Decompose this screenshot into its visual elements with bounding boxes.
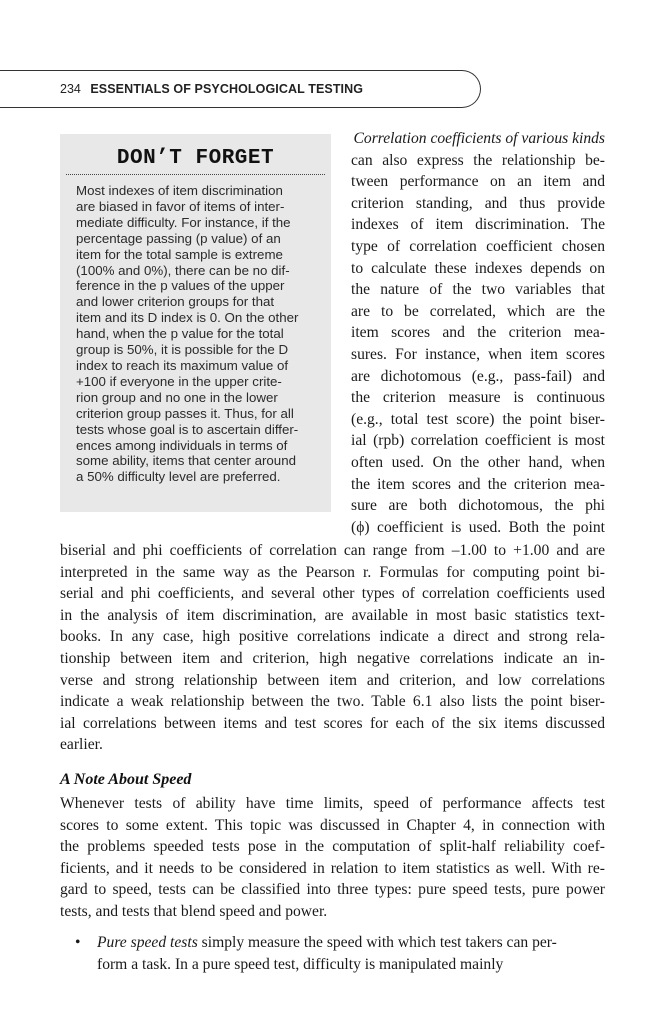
- book-title: ESSENTIALS OF PSYCHOLOGICAL TESTING: [90, 82, 364, 96]
- body-line: earlier.: [60, 736, 103, 754]
- sidebar-line: item and its D index is 0. On the other: [76, 310, 299, 326]
- bullet-line: form a task. In a pure speed test, difficulty is manipulated mainly: [97, 955, 504, 973]
- body-line: item scores and the criterion mea-: [351, 324, 605, 342]
- body-line: indicate a weak relationship between the two. Table 6.1 also lists the point biser-: [60, 693, 605, 711]
- sidebar-line: percentage passing (p value) of an: [76, 230, 281, 246]
- body-line: are to be correlated, which are the: [351, 302, 605, 320]
- sidebar-line: some ability, items that center around: [76, 453, 296, 469]
- body-line: sures. For instance, when item scores: [351, 345, 605, 363]
- body-line: ial (rpb) correlation coefficient is most: [351, 432, 605, 450]
- body-line: are dichotomous (e.g., pass-fail) and: [351, 367, 605, 385]
- body-line: (ϕ) coefficient is used. Both the point: [351, 518, 605, 536]
- body-line: serial and phi coefficients, and several other types of correlation coefficients used: [60, 585, 605, 603]
- sidebar-line: Most indexes of item discrimination: [76, 183, 283, 198]
- dont-forget-title: DON’T FORGET: [116, 147, 275, 170]
- bullet-line-rest: simply measure the speed with which test takers can per-: [197, 934, 557, 951]
- body-line: in the analysis of item discrimination, are available in most basic statistics text-: [60, 606, 605, 624]
- body-line: biserial and phi coefficients of correlation can range from –1.00 to +1.00 and are: [60, 542, 605, 559]
- sidebar-line: group is 50%, it is possible for the D: [76, 342, 289, 358]
- sidebar-line: mediate difficulty. For instance, if the: [76, 214, 291, 230]
- sidebar-line: a 50% difficulty level are preferred.: [76, 469, 281, 485]
- sidebar-line: hand, when the p value for the total: [76, 326, 284, 342]
- body-line: gard to speed, tests can be classified into three types: pure speed tests, pure power: [60, 881, 605, 899]
- sidebar-line: ences among individuals in terms of: [76, 437, 288, 453]
- body-line: criterion standing, and thus provide: [351, 194, 605, 212]
- body-line: the criterion measure is continuous: [351, 389, 605, 407]
- body-line: the problems speeded tests pose in the computation of split-half reliability coef-: [60, 838, 605, 856]
- sidebar-line: are biased in favor of items of inter-: [76, 198, 285, 214]
- body-line: Whenever tests of ability have time limits, speed of performance affects test: [60, 795, 605, 812]
- body-line: scores to some extent. This topic was discussed in Chapter 4, in connection with: [60, 816, 605, 834]
- running-head: [60, 82, 363, 96]
- body-line: often used. On the other hand, when: [351, 453, 605, 471]
- sidebar-line: criterion group passes it. Thus, for all: [76, 405, 294, 421]
- bullet-marker: •: [75, 934, 81, 951]
- sidebar-line: index to reach its maximum value of: [76, 357, 289, 373]
- sidebar-line: tests whose goal is to ascertain differ-: [76, 421, 299, 437]
- sidebar-line: ference in the p values of the upper: [76, 278, 285, 294]
- dont-forget-text: [76, 183, 324, 485]
- body-line: ial correlations between items and test scores for each of the six items discussed: [60, 714, 605, 732]
- speed-paragraph: [60, 793, 605, 923]
- dont-forget-box: [60, 134, 331, 512]
- right-column-paragraph: [351, 128, 605, 538]
- bullet-term: Pure speed tests: [97, 934, 198, 951]
- body-line: indexes of item discrimination. The: [351, 216, 605, 234]
- dotted-divider: [66, 174, 325, 175]
- body-line: the nature of the two variables that: [351, 281, 605, 299]
- body-line: can also express the relationship be-: [351, 151, 605, 169]
- body-line: verse and strong relationship between item and criterion, and low correlations: [60, 671, 605, 689]
- body-line: type of correlation coefficient chosen: [351, 237, 605, 255]
- body-line-italic: Correlation coefficients of various kinds: [353, 130, 605, 147]
- page-number: 234: [60, 82, 81, 96]
- body-line: tests, and tests that blend speed and power.: [60, 902, 328, 920]
- bullet-line: [97, 932, 575, 954]
- sidebar-line: rion group and no one in the lower: [76, 389, 278, 405]
- sidebar-line: and lower criterion groups for that: [76, 294, 275, 310]
- body-line: interpreted in the same way as the Pearson r. Formulas for computing point bi-: [60, 563, 605, 581]
- body-line: tionship between item and criterion, high negative correlations indicate an in-: [60, 649, 605, 667]
- body-line: books. In any case, high positive correlations indicate a direct and strong rela-: [60, 628, 605, 646]
- body-line: to calculate these indexes depends on: [351, 259, 605, 277]
- sidebar-line: +100 if everyone in the upper crite-: [76, 373, 282, 389]
- body-line: sure are both dichotomous, the phi: [351, 497, 605, 515]
- section-heading: A Note About Speed: [60, 771, 192, 788]
- bullet-text: [97, 932, 575, 975]
- body-line: ficients, and it needs to be considered in relation to item statistics as well. With re-: [60, 859, 605, 877]
- body-line: tween performance on an item and: [351, 173, 605, 191]
- body-line: (e.g., total test score) the point biser-: [351, 410, 605, 428]
- continued-paragraph: [60, 540, 605, 756]
- sidebar-line: (100% and 0%), there can be no dif-: [76, 262, 290, 278]
- body-line: the item scores and the criterion mea-: [351, 475, 605, 493]
- sidebar-line: item for the total sample is extreme: [76, 246, 283, 262]
